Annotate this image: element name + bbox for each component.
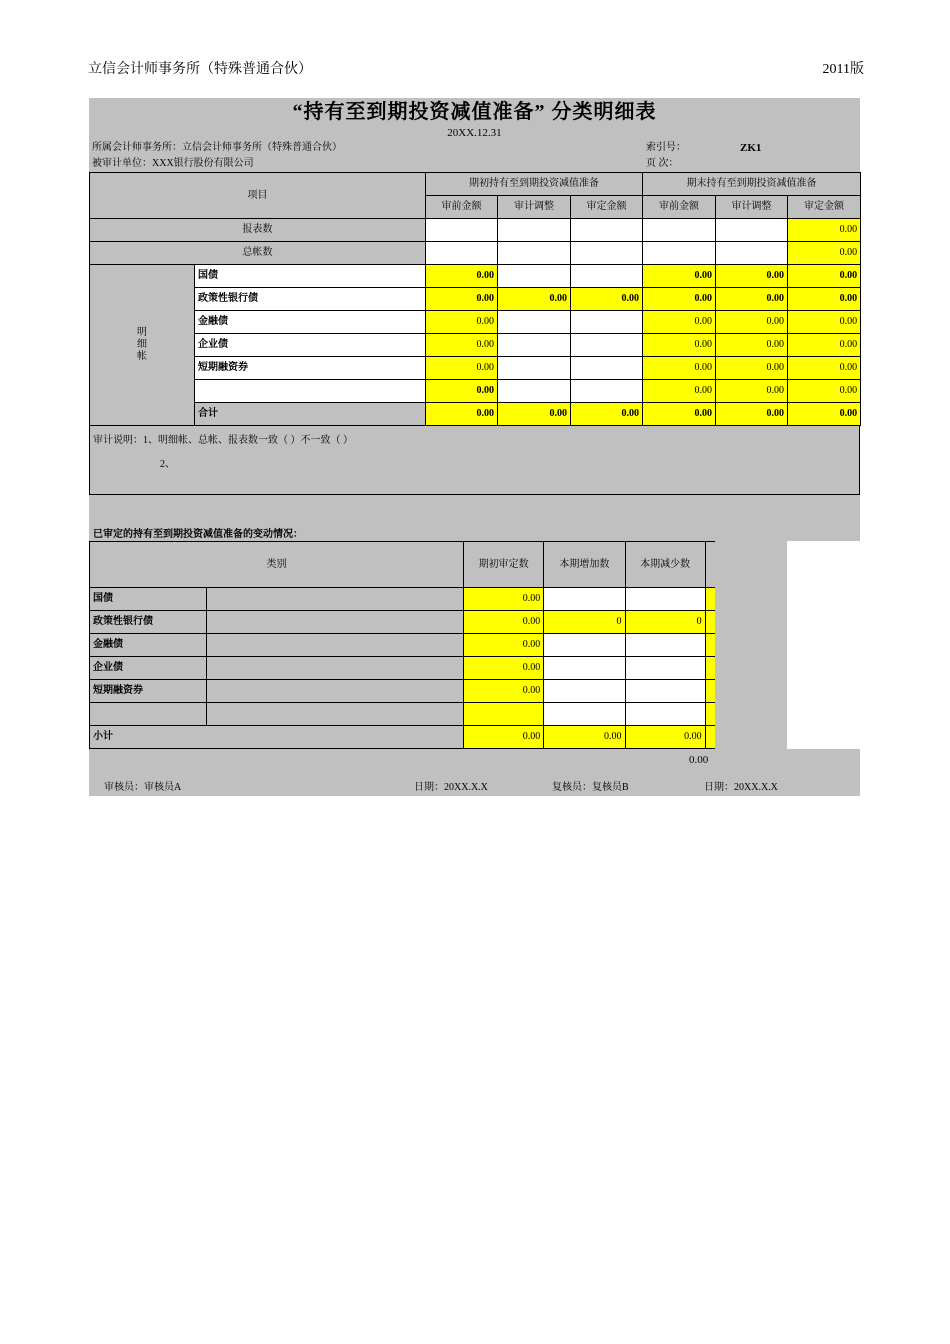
notes-line-2: 2、 [160,459,175,470]
change-row-label: 政策性银行债 [90,611,207,634]
report-row [90,219,861,242]
detail-value[interactable]: 0.00 [716,334,788,357]
col-header-opening: 期初审定数 [464,542,544,588]
detail-value[interactable]: 0.00 [643,311,716,334]
detail-value[interactable]: 0.00 [788,380,861,403]
auditor-label: 审核员：审核员A [104,782,182,793]
change-value[interactable]: 0.00 [464,634,544,657]
change-value[interactable]: 0.00 [464,680,544,703]
total-row-label: 合计 [195,403,426,426]
total-value-0[interactable]: 0.00 [426,403,498,426]
change-row-blank [206,703,463,726]
table2-wrapper [89,541,860,749]
detail-value[interactable]: 0.00 [643,334,716,357]
date-label-1: 日期：20XX.X.X [414,782,488,793]
detail-row [90,357,861,380]
info-row-2 [89,156,860,172]
change-value[interactable]: 0 [625,611,705,634]
col-header-increase: 本期增加数 [544,542,625,588]
detail-row [90,265,861,288]
section2-title: 已审定的持有至到期投资减值准备的变动情况： [93,529,303,540]
sheet-title: “持有至到期投资减值准备” 分类明细表 [292,101,657,123]
date-label-2: 日期：20XX.X.X [704,782,778,793]
ledger-row-value-3[interactable] [643,242,716,265]
change-value[interactable]: 0.00 [464,657,544,680]
detail-row [90,380,861,403]
change-value[interactable] [625,680,705,703]
detail-value[interactable]: 0.00 [643,265,716,288]
detail-row [90,288,861,311]
subtotal-value-1[interactable]: 0.00 [544,726,625,749]
detail-value[interactable]: 0.00 [643,288,716,311]
report-row-value-3[interactable] [643,219,716,242]
detail-value[interactable]: 0.00 [571,288,643,311]
detail-row [90,334,861,357]
total-row [90,403,861,426]
change-row [90,611,787,634]
detail-row-label: 国债 [195,265,426,288]
change-value[interactable] [625,634,705,657]
detail-value[interactable]: 0.00 [788,265,861,288]
detail-value[interactable]: 0.00 [498,288,571,311]
change-value[interactable] [625,588,705,611]
change-value[interactable] [625,657,705,680]
subtotal-label: 小计 [90,726,464,749]
change-row-blank [206,680,463,703]
detail-value[interactable]: 0.00 [426,265,498,288]
table2-side-fill [715,541,787,749]
report-row-label: 报表数 [90,219,426,242]
detail-row-label: 金融债 [195,311,426,334]
change-row [90,634,787,657]
sub-header-2: 审定金额 [571,196,643,219]
detail-value[interactable]: 0.00 [716,265,788,288]
total-value-1[interactable]: 0.00 [498,403,571,426]
sub-header-4: 审计调整 [716,196,788,219]
detail-value[interactable]: 0.00 [716,288,788,311]
detail-row-label [195,380,426,403]
group-header-begin: 期初持有至到期投资减值准备 [426,173,643,196]
worksheet [89,98,860,796]
section2-header [89,495,860,541]
detail-row-label: 企业债 [195,334,426,357]
change-row-label: 短期融资券 [90,680,207,703]
detail-value[interactable]: 0.00 [788,311,861,334]
detail-row-label: 短期融资券 [195,357,426,380]
sub-header-3: 审前金额 [643,196,716,219]
subtotal-value-2[interactable]: 0.00 [625,726,705,749]
detail-value[interactable] [571,334,643,357]
change-row-blank [206,611,463,634]
change-row-label: 金融债 [90,634,207,657]
detail-value[interactable]: 0.00 [788,357,861,380]
subtotal-row [90,726,787,749]
change-row-blank [206,588,463,611]
change-value[interactable] [544,588,625,611]
sub-header-0: 审前金额 [426,196,498,219]
page-header-firm: 立信会计师事务所（特殊普通合伙） [88,62,312,77]
index-value: ZK1 [740,142,762,154]
change-value[interactable] [544,680,625,703]
detail-row [90,311,861,334]
detail-row-label: 政策性银行债 [195,288,426,311]
detail-value[interactable]: 0.00 [643,357,716,380]
detail-value[interactable] [498,265,571,288]
firm-label: 所属会计师事务所：立信会计师事务所（特殊普通合伙） [92,142,342,153]
report-row-value-4[interactable] [716,219,788,242]
page-label: 页 次： [646,158,679,169]
ledger-row-value-1[interactable] [498,242,571,265]
detail-value[interactable] [571,265,643,288]
detail-value[interactable] [571,357,643,380]
change-value[interactable] [625,703,705,726]
change-row [90,588,787,611]
ledger-row-value-2[interactable] [571,242,643,265]
detail-value[interactable]: 0.00 [426,380,498,403]
change-value[interactable]: 0.00 [464,588,544,611]
detail-value[interactable] [498,380,571,403]
detail-value[interactable]: 0.00 [716,357,788,380]
ledger-row-label: 总帐数 [90,242,426,265]
client-label: 被审计单位：XXX银行股份有限公司 [92,158,254,169]
detail-value[interactable]: 0.00 [716,311,788,334]
report-row-value-1[interactable] [498,219,571,242]
sub-header-1: 审计调整 [498,196,571,219]
ledger-row-value-0[interactable] [426,242,498,265]
change-value[interactable] [544,703,625,726]
page-header-version: 2011版 [822,62,864,77]
change-row-label: 国债 [90,588,207,611]
detail-value[interactable]: 0.00 [716,380,788,403]
category-header: 类别 [90,542,464,588]
check-row [89,749,860,772]
total-value-5[interactable]: 0.00 [788,403,861,426]
detail-value[interactable]: 0.00 [643,380,716,403]
change-value[interactable]: 0 [544,611,625,634]
total-value-2[interactable]: 0.00 [571,403,643,426]
detail-value[interactable]: 0.00 [426,288,498,311]
total-value-4[interactable]: 0.00 [716,403,788,426]
detail-value[interactable]: 0.00 [426,334,498,357]
report-row-value-5[interactable]: 0.00 [788,219,861,242]
detail-value[interactable] [571,380,643,403]
audit-notes [89,426,860,495]
col-header-decrease: 本期减少数 [625,542,705,588]
detail-table [89,172,861,426]
change-row-label [90,703,207,726]
ledger-row-value-4[interactable] [716,242,788,265]
detail-value[interactable] [498,311,571,334]
sheet-date: 20XX.12.31 [447,127,502,139]
check-value: 0.00 [689,754,709,766]
change-value[interactable] [544,634,625,657]
detail-value[interactable]: 0.00 [426,311,498,334]
sub-header-5: 审定金额 [788,196,861,219]
signature-row [89,772,860,796]
change-row-blank [206,634,463,657]
reviewer-label: 复核员：复核员B [552,782,629,793]
report-row-value-2[interactable] [571,219,643,242]
notes-line-1: 审计说明：1、明细帐、总帐、报表数一致（ ）不一致（ ） [93,435,353,446]
change-table [89,541,787,749]
info-row-1 [89,140,860,156]
ledger-row [90,242,861,265]
index-label: 索引号： [646,142,686,153]
total-value-3[interactable]: 0.00 [643,403,716,426]
change-row-blank [206,657,463,680]
change-row [90,657,787,680]
change-row-label: 企业债 [90,657,207,680]
detail-value[interactable]: 0.00 [426,357,498,380]
ledger-row-value-5[interactable]: 0.00 [788,242,861,265]
detail-value[interactable] [498,357,571,380]
change-value[interactable] [464,703,544,726]
group-header-end: 期末持有至到期投资减值准备 [643,173,861,196]
detail-ledger-label: 明 细 帐 [90,265,195,426]
detail-value[interactable] [498,334,571,357]
item-header: 项目 [90,173,426,219]
detail-value[interactable]: 0.00 [788,288,861,311]
subtotal-value-0[interactable]: 0.00 [464,726,544,749]
change-row [90,703,787,726]
change-value[interactable] [544,657,625,680]
change-value[interactable]: 0.00 [464,611,544,634]
change-row [90,680,787,703]
detail-value[interactable]: 0.00 [788,334,861,357]
detail-value[interactable] [571,311,643,334]
report-row-value-0[interactable] [426,219,498,242]
